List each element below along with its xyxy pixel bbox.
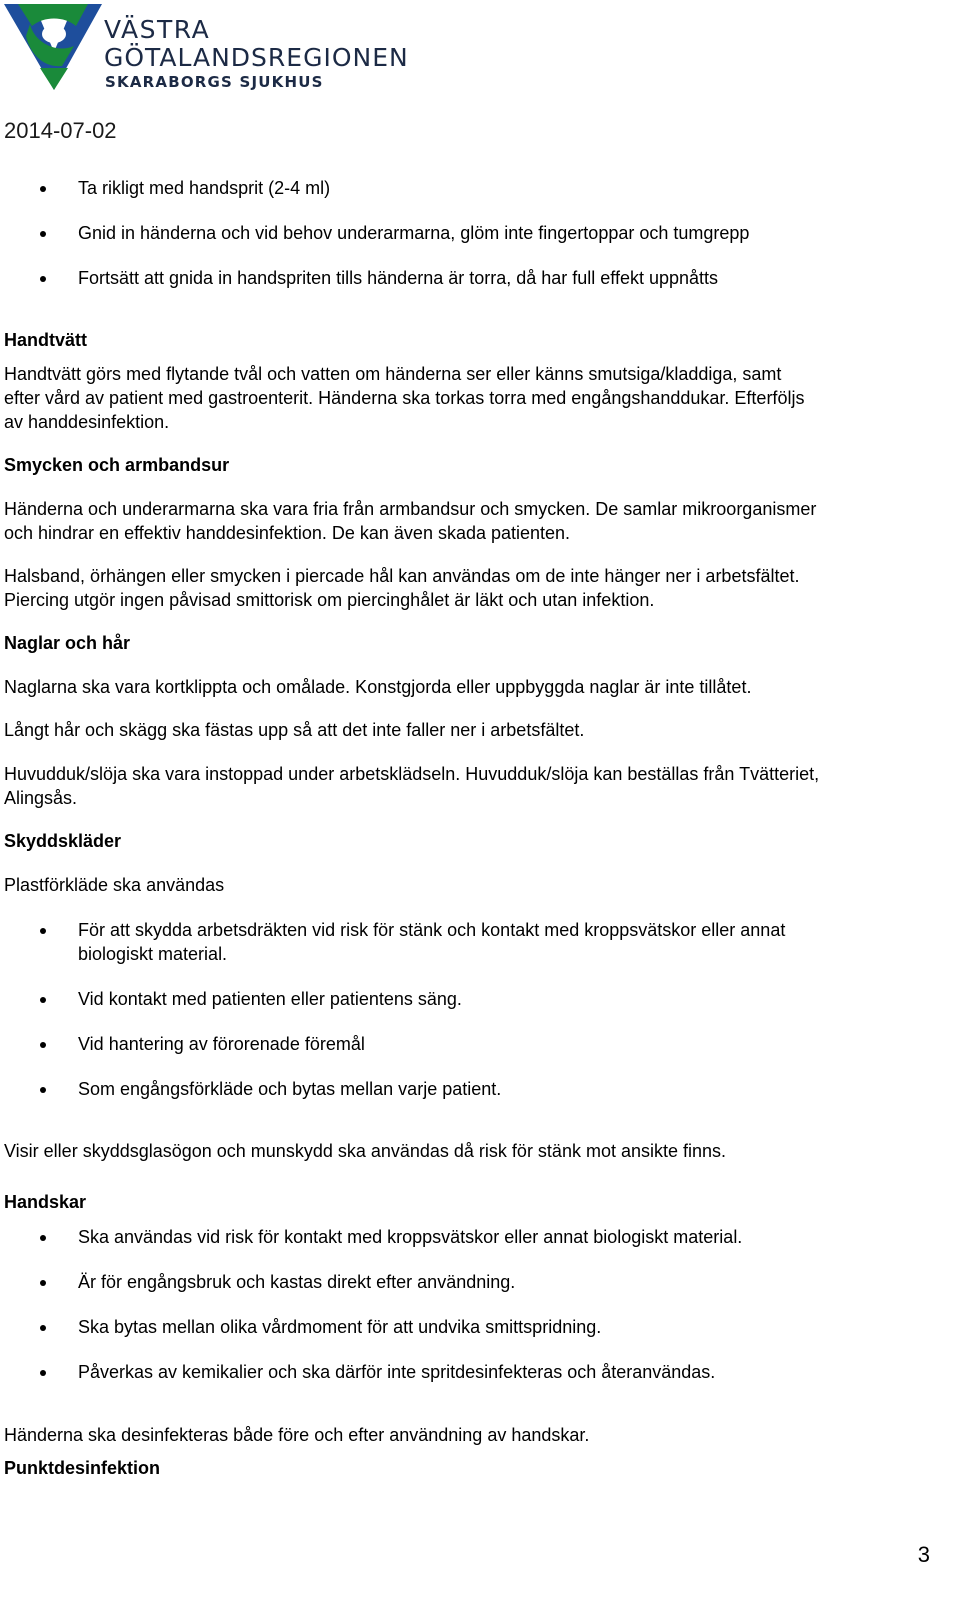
logo-line-2: GÖTALANDSREGIONEN	[104, 43, 409, 72]
paragraph: Händerna ska desinfekteras både före och efter användning av handskar.	[4, 1425, 590, 1445]
paragraph-line: Alingsås.	[4, 788, 78, 808]
section-heading-punktdesinfektion: Punktdesinfektion	[4, 1458, 161, 1478]
page-number: 3	[917, 1542, 930, 1567]
paragraph-line: av handdesinfektion.	[4, 412, 170, 432]
paragraph: Visir eller skyddsglasögon och munskydd ska användas då risk för stänk mot ansikte finns.	[4, 1141, 727, 1161]
section-heading-handtvatt: Handtvätt	[4, 330, 88, 350]
bullet-icon	[40, 1042, 46, 1048]
bullet-icon	[40, 928, 46, 934]
bullet-icon	[40, 997, 46, 1003]
section-heading-smycken: Smycken och armbandsur	[4, 455, 230, 475]
paragraph-line: Piercing utgör ingen påvisad smittorisk om piercinghålet är läkt och utan infektion.	[4, 590, 655, 610]
paragraph-line: Halsband, örhängen eller smycken i piercade hål kan användas om de inte hänger ner i arbetsfältet.	[4, 566, 800, 586]
logo-line-1: VÄSTRA	[104, 15, 211, 44]
bullet-icon	[40, 276, 46, 282]
section-heading-skyddsklader: Skyddskläder	[4, 831, 122, 851]
document-page: VÄSTRA GÖTALANDSREGIONEN SKARABORGS SJUKHUS 2014-07-02 Ta rikligt med handsprit (2-4 ml) Gnid in händerna och vid behov underarmarna, glöm inte fingertoppar och tumgrepp Fortsätt att gnida in handspriten tills händerna är torra, då har full effekt uppnåtts Handtvätt Handtvätt görs med flytande tvål och vatten om händerna ser eller känns smutsiga/kladdiga, samt efter vård av patient med gastroenterit. Händerna ska torkas torra med engångshanddukar. Efterföljs av handdesinfektion. Smycken och armbandsur Händerna och underarmarna ska vara fria från armbandsur och smycken. De samlar mikroorganismer och hindrar en effektiv handdesinfektion. De kan även skada patienten. Halsband, örhängen eller smycken i piercade hål kan användas om de inte hänger ner i arbetsfältet. Piercing utgör ingen påvisad smittorisk om piercinghålet är läkt och utan infektion. Naglar och hår Naglarna ska vara kortklippta och omålade. Konstgjorda eller uppbyggda naglar är inte tillåtet. Långt hår och skägg ska fästas upp så att det inte faller ner i arbetsfältet. Huvudduk/slöja ska vara instoppad under arbetsklädseln. Huvudduk/slöja kan beställas från Tvätteriet, Alingsås. Skyddskläder Plastförkläde ska användas För att skydda arbetsdräkten vid risk för stänk och kontakt med kroppsvätskor eller annat biologiskt material. Vid kontakt med patienten eller patientens säng. Vid hantering av förorenade föremål Som engångsförkläde och bytas mellan varje patient. Visir eller skyddsglasögon och munskydd ska användas då risk för stänk mot ansikte finns. Handskar Ska användas vid risk för kontakt med kroppsvätskor eller annat biologiskt material. Är för engångsbruk och kastas direkt efter användning. Ska bytas mellan olika vårdmoment för att undvika smittspridning. Påverkas av kemikalier och ska därför inte spritdesinfekteras och återanvändas. Händerna ska desinfekteras både före och efter användning av handskar. Punktdesinfektion 3	[0, 0, 960, 1624]
paragraph: Naglarna ska vara kortklippta och omålade. Konstgjorda eller uppbyggda naglar är inte tillåtet.	[4, 677, 752, 697]
paragraph-line: Handtvätt görs med flytande tvål och vatten om händerna ser eller känns smutsiga/kladdiga, samt	[4, 364, 782, 384]
document-date: 2014-07-02	[4, 118, 117, 143]
paragraph-line: Huvudduk/slöja ska vara instoppad under arbetsklädseln. Huvudduk/slöja kan beställas från Tvätteriet,	[4, 764, 820, 784]
vgr-logo-mark-icon	[4, 2, 104, 92]
paragraph-line: och hindrar en effektiv handdesinfektion. De kan även skada patienten.	[4, 523, 571, 543]
paragraph: Långt hår och skägg ska fästas upp så att det inte faller ner i arbetsfältet.	[4, 720, 585, 740]
bullet-icon	[40, 1087, 46, 1093]
bullet-icon	[40, 1235, 46, 1241]
paragraph-line: efter vård av patient med gastroenterit. Händerna ska torkas torra med engångshanddukar. Efterföljs	[4, 388, 805, 408]
bullet-icon	[40, 186, 46, 192]
bullet-icon	[40, 231, 46, 237]
bullet-icon	[40, 1370, 46, 1376]
paragraph: Plastförkläde ska användas	[4, 875, 225, 895]
logo-line-3: SKARABORGS SJUKHUS	[105, 73, 324, 91]
paragraph-line: Händerna och underarmarna ska vara fria från armbandsur och smycken. De samlar mikroorganismer	[4, 499, 817, 519]
organization-logo	[4, 2, 434, 94]
bullet-icon	[40, 1280, 46, 1286]
section-heading-handskar: Handskar	[4, 1192, 87, 1212]
bullet-icon	[40, 1325, 46, 1331]
section-heading-naglar: Naglar och hår	[4, 633, 131, 653]
